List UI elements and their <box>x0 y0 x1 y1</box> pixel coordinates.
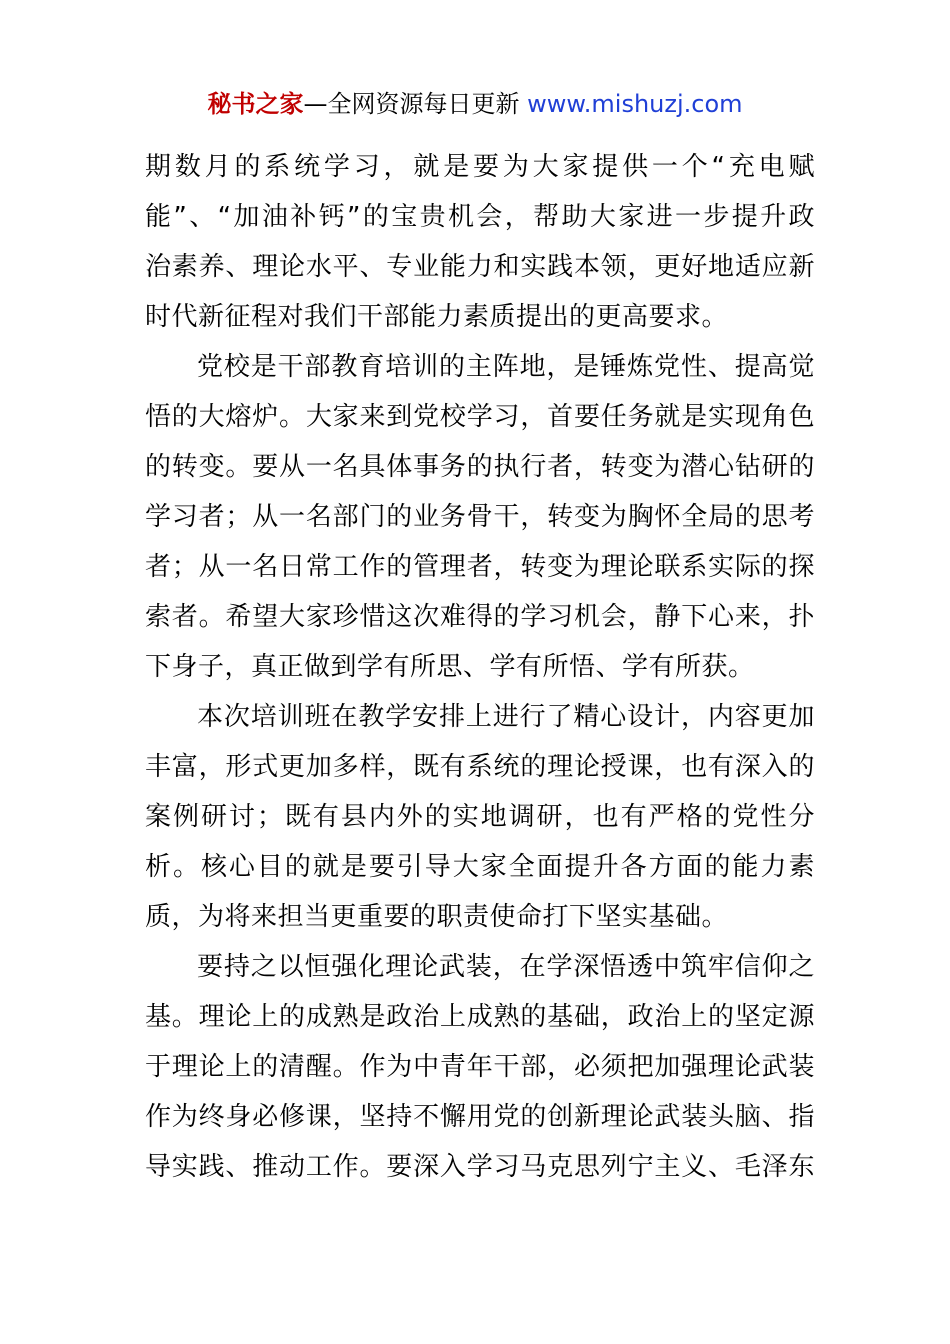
text-line: 作为终身必修课，坚持不懈用党的创新理论武装头脑、指 <box>145 1102 815 1132</box>
paragraph <box>145 692 815 942</box>
text-line: 时代新征程对我们干部能力素质提出的更高要求。 <box>145 302 729 332</box>
text-line: 党校是干部教育培训的主阵地，是锤炼党性、提高觉 <box>197 352 815 382</box>
text-line: 于理论上的清醒。作为中青年干部，必须把加强理论武装 <box>145 1052 815 1082</box>
text-line: 案例研讨；既有县内外的实地调研，也有严格的党性分 <box>145 802 815 832</box>
text-line: 导实践、推动工作。要深入学习马克思列宁主义、毛泽东 <box>145 1152 815 1182</box>
site-url-link[interactable]: www.mishuzj.com <box>527 90 743 118</box>
text-line: 者；从一名日常工作的管理者，转变为理论联系实际的探 <box>145 552 815 582</box>
text-line: 的转变。要从一名具体事务的执行者，转变为潜心钻研的 <box>145 452 815 482</box>
document-body <box>145 142 815 1192</box>
paragraph <box>145 342 815 692</box>
text-line: 要持之以恒强化理论武装，在学深悟透中筑牢信仰之 <box>197 952 815 982</box>
text-line: 悟的大熔炉。大家来到党校学习，首要任务就是实现角色 <box>145 402 815 432</box>
site-header <box>0 86 950 122</box>
header-tagline: —全网资源每日更新 <box>303 90 520 118</box>
brand-name: 秘书之家 <box>207 90 304 118</box>
text-line: 期数月的系统学习，就是要为大家提供一个“充电赋 <box>145 152 815 182</box>
text-line: 治素养、理论水平、专业能力和实践本领，更好地适应新 <box>145 252 815 282</box>
text-line: 质，为将来担当更重要的职责使命打下坚实基础。 <box>145 902 729 932</box>
paragraph <box>145 142 815 342</box>
text-line: 学习者；从一名部门的业务骨干，转变为胸怀全局的思考 <box>145 502 815 532</box>
text-line: 丰富，形式更加多样，既有系统的理论授课，也有深入的 <box>145 752 815 782</box>
paragraph <box>145 942 815 1192</box>
text-line: 索者。希望大家珍惜这次难得的学习机会，静下心来，扑 <box>145 602 815 632</box>
text-line: 能”、“加油补钙”的宝贵机会，帮助大家进一步提升政 <box>145 202 815 232</box>
text-line: 本次培训班在教学安排上进行了精心设计，内容更加 <box>197 702 815 732</box>
text-line: 下身子，真正做到学有所思、学有所悟、学有所获。 <box>145 652 755 682</box>
text-line: 析。核心目的就是要引导大家全面提升各方面的能力素 <box>145 852 815 882</box>
text-line: 基。理论上的成熟是政治上成熟的基础，政治上的坚定源 <box>145 1002 815 1032</box>
